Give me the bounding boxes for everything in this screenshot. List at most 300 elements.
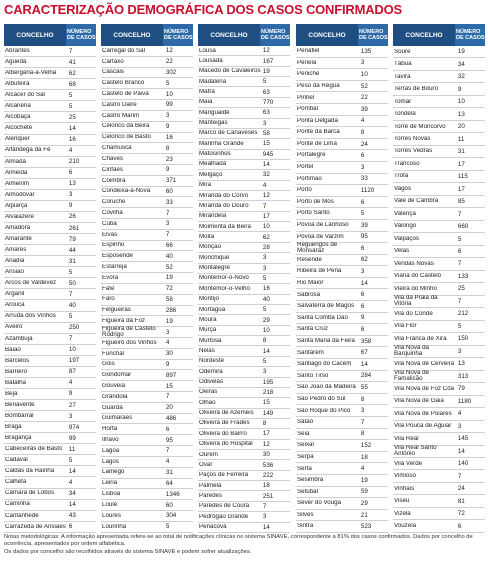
column-header-numero-casos: NÚMERO DE CASOS [260,24,290,46]
case-count: 261 [68,224,80,232]
case-count: 20 [457,123,465,131]
case-count: 19 [457,48,465,56]
municipality-name: Carregal do Sal [102,47,145,54]
case-count: 12 [165,47,173,55]
municipality-name: Trancoso [394,160,420,167]
municipality-name: Murtosa [199,337,222,344]
case-count: 40 [262,295,270,303]
municipality-name: Amares [5,247,27,253]
municipality-name: Santiago do Cacém [297,361,352,368]
municipality-name: Ponte da Barca [297,129,340,136]
table-row [198,150,290,160]
table-row [393,520,485,532]
municipality-name: Moita [199,234,215,240]
municipality-name: Horta [102,426,118,433]
table-row [4,312,96,323]
case-count: 11 [68,445,76,453]
table-row [101,251,193,262]
case-count: 30 [165,350,173,358]
case-count: 25 [457,285,465,293]
table-row [101,446,193,457]
municipality-name: Sesimbra [297,477,324,484]
case-count: 19 [165,274,173,282]
case-count: 6 [360,152,365,160]
table-row [101,424,193,435]
municipality-name: Salvaterra de Magos [297,303,355,310]
table-row [296,440,388,452]
table-row [393,495,485,507]
case-count: 3 [360,59,365,67]
municipality-name: Porto [297,187,312,194]
table-row [101,219,193,230]
case-count: 536 [262,461,274,469]
municipality-name: Sabrosa [297,291,321,298]
case-count: 68 [68,80,76,88]
municipality-name: Penela [297,59,317,66]
case-count: 13 [68,180,76,188]
municipality-name: Cuba [102,220,117,227]
municipality-name: Vila Real [394,435,419,442]
municipality-name: Vila Pouca de Aguiar [394,423,452,430]
municipality-table [393,24,485,533]
municipality-name: Almeirim [5,180,30,187]
case-count: 19 [262,67,270,75]
table-row [101,176,193,187]
municipality-name: Felgueiras [102,307,131,314]
table-row [393,171,485,183]
case-count: 212 [457,310,469,318]
table-row [4,389,96,400]
municipality-name: Figueira de Castelo Rodrigo [102,325,156,339]
table-row [101,306,193,317]
table-row [101,46,193,57]
municipality-name: Pinhel [297,94,315,101]
table-row [393,421,485,433]
municipality-name: Coimbra [102,177,126,184]
case-count: 21 [360,511,368,519]
case-count: 4 [68,147,73,155]
municipality-name: Viana do Castelo [394,273,442,280]
table-row [198,201,290,211]
municipality-name: Cabeceiras de Basto [5,446,63,453]
table-row [393,271,485,283]
case-count: 9 [457,85,462,93]
case-count: 44 [68,246,76,254]
table-row [4,522,96,533]
note-line: Notas metodológicas: A informação apresentada refere-se ao total de notificações clínicas no sistema SINAVE, correspondente a 81% dos casos confirmados. Dados por concelho de ocorrência, apresentados por ordem alfabética. [4,534,473,548]
table-row [198,429,290,439]
municipality-name: Miranda do Douro [199,202,249,209]
municipality-name: Vouzela [394,523,417,529]
table-row [198,191,290,201]
municipality-name: Portimão [297,175,322,182]
case-count: 4 [457,410,462,418]
table-row [101,414,193,425]
case-count: 7 [262,502,267,510]
municipality-name: Lamego [102,469,125,476]
municipality-name: Estarreja [102,264,127,270]
table-row [101,133,193,144]
case-count: 30 [262,451,270,459]
table-row [296,58,388,70]
case-count: 150 [457,335,469,343]
case-count: 39 [360,105,368,113]
municipality-name: Cantanhede [5,512,39,519]
case-count: 3 [360,268,365,276]
case-count: 15 [262,140,270,148]
case-count: 63 [262,109,270,117]
case-count: 3 [457,422,462,430]
case-count: 115 [457,173,468,181]
case-count: 87 [68,368,76,376]
case-count: 62 [360,256,368,264]
municipality-name: Alcobaça [5,114,31,121]
case-count: 9 [165,360,170,368]
table-row [296,313,388,325]
municipality-name: Guimarães [102,415,133,422]
municipality-name: Celorico da Beira [102,123,150,130]
case-count: 40 [165,252,173,260]
column-header-concelho: CONCELHO [405,31,443,39]
case-count: 34 [457,60,465,68]
case-count: 5 [262,275,267,283]
case-count: 3 [262,513,267,521]
case-count: 6 [68,169,73,177]
municipality-table [4,24,96,533]
municipality-name: Loures [102,512,121,519]
case-count: 81 [457,497,465,505]
municipality-name: Vinhais [394,485,415,492]
case-count: 304 [165,512,177,520]
table-row [101,230,193,241]
table-row [296,487,388,499]
case-count: 4 [262,181,267,189]
municipality-name: São João da Madeira [297,384,356,391]
municipality-name: Amarante [5,235,32,242]
table-row [198,181,290,191]
case-count: 5 [68,313,73,321]
municipality-name: Vila Nova de Gaia [394,398,444,405]
table-header [101,24,193,46]
case-count: 60 [165,501,173,509]
case-count: 8 [360,395,365,403]
case-count: 3 [262,264,267,272]
case-count: 41 [68,58,76,66]
municipality-name: Ílhavo [102,437,119,443]
municipality-name: Chamusca [102,145,132,152]
table-row [393,71,485,83]
municipality-name: Oliveira do Bairro [199,430,247,437]
table-row [101,68,193,79]
case-count: 974 [68,423,80,431]
table-row [198,77,290,87]
case-count: 5 [68,268,73,276]
municipality-name: Vila Nova de Poiares [394,410,452,417]
table-row [198,232,290,242]
table-row [101,479,193,490]
table-row [4,477,96,488]
case-count: 6 [165,425,170,433]
table-row [101,111,193,122]
municipality-name: Fafe [102,285,115,292]
municipality-name: Almeida [5,169,28,176]
municipality-name: Loulé [102,501,118,508]
table-row [198,87,290,97]
table-header [393,24,485,46]
municipality-name: Seia [297,430,310,437]
case-count: 66 [165,242,173,250]
table-row [393,221,485,233]
case-count: 32 [262,171,270,179]
case-count: 8 [262,420,267,428]
table-row [296,69,388,81]
municipality-name: Odemira [199,368,223,375]
table-row [198,460,290,470]
municipality-name: Mortágua [199,306,226,313]
table-row [198,450,290,460]
municipality-name: Moura [199,316,217,323]
case-count: 6 [360,291,365,299]
table-row [393,46,485,58]
case-count: 7 [68,290,73,298]
municipality-name: Castro Daire [102,101,137,108]
municipality-name: Monchique [199,254,230,261]
case-count: 62 [68,69,76,77]
case-count: 3 [165,112,170,120]
table-row [4,433,96,444]
table-row [4,223,96,234]
municipality-name: Câmara de Lobos [5,490,55,497]
case-count: 24 [360,140,368,148]
municipality-name: Pombal [297,106,318,113]
municipality-name: Tavira [394,73,411,80]
table-row [101,89,193,100]
case-count: 19 [165,317,173,325]
case-count: 149 [262,409,274,417]
municipality-name: Seixal [297,442,314,449]
municipality-name: Ansião [5,269,24,276]
table-row [198,295,290,305]
municipality-name: Alpiarça [5,202,28,209]
municipality-name: Soure [394,48,411,55]
case-count: 50 [68,279,76,287]
case-count: 5 [262,78,267,86]
case-count: 29 [360,499,368,507]
case-count: 10 [262,326,270,334]
case-count: 95 [165,436,173,444]
table-row [4,101,96,112]
table-row [393,133,485,145]
municipality-name: Peniche [297,71,320,78]
table-row [101,511,193,522]
table-row [4,190,96,201]
table-row [4,168,96,179]
case-count: 15 [165,382,173,390]
table-row [393,346,485,358]
case-count: 5 [165,523,170,531]
municipality-name: Torres Novas [394,135,431,142]
municipality-name: Mafra [199,88,215,95]
municipality-name: Elvas [102,231,118,238]
table-row [101,143,193,154]
case-count: 12 [262,192,270,200]
table-row [4,455,96,466]
municipality-name: Évora [102,274,119,281]
case-count: 34 [68,490,76,498]
municipality-name: Marco de Canaveses [199,130,258,137]
case-count: 99 [68,434,76,442]
municipality-name: Setúbal [297,488,318,495]
table-row [393,196,485,208]
case-count: 5 [262,306,267,314]
column-header-concelho: CONCELHO [308,31,346,39]
table-row [296,162,388,174]
case-count: 9 [68,390,73,398]
municipality-name: Vila Nova de Famalicão [394,370,429,383]
case-count: 13 [457,360,465,368]
case-count: 1120 [360,186,375,194]
table-row [4,345,96,356]
column-header-concelho: CONCELHO [113,31,151,39]
case-count: 14 [68,501,76,509]
municipality-name: Almodôvar [5,191,35,198]
table-row [101,403,193,414]
municipality-name: Lisboa [102,491,121,498]
table-row [296,382,388,394]
municipality-name: Valongo [394,223,417,230]
table-row [101,327,193,338]
table-row [296,371,388,383]
municipality-name: Abrantes [5,47,30,54]
municipality-name: Aveiro [5,324,23,331]
municipality-name: Montalegre [199,265,230,272]
case-count: 59 [360,488,368,496]
case-count: 20 [165,404,173,412]
case-count: 5 [68,456,73,464]
case-count: 218 [262,389,274,397]
table-row [198,160,290,170]
table-row [4,146,96,157]
table-row [296,429,388,441]
case-count: 17 [262,212,270,220]
column-header-concelho: CONCELHO [210,31,248,39]
municipality-name: Melgaço [199,171,223,178]
municipality-name: Mirandela [199,213,227,220]
case-count: 67 [360,349,368,357]
case-count: 55 [360,384,368,392]
case-count: 523 [360,523,372,531]
table-row [4,356,96,367]
municipality-name: Reguengos de Monsaraz [297,242,338,255]
municipality-name: Peso da Régua [297,82,340,89]
case-count: 28 [262,244,270,251]
table-row [198,367,290,377]
case-count: 9 [360,314,365,322]
table-row [4,400,96,411]
municipality-name: Vila da Praia da Vitória [394,295,438,308]
municipality-name: Portel [297,164,314,171]
table-row [393,358,485,370]
municipality-name: Oeiras [199,389,218,396]
case-count: 1180 [457,397,472,405]
municipality-name: Castro Marim [102,112,140,119]
table-row [393,383,485,395]
case-count: 16 [262,285,270,293]
municipality-name: Bombarral [5,412,34,419]
column-header-numero-casos: NÚMERO DE CASOS [163,24,193,46]
case-count: 3 [68,191,73,199]
municipality-name: Pedrógão Grande [199,513,249,520]
case-count: 14 [360,360,368,368]
case-count: 3 [262,254,267,262]
municipality-name: Cinfães [102,166,123,173]
table-row [4,289,96,300]
municipality-name: Serpa [297,453,314,460]
table-row [296,197,388,209]
case-count: 210 [68,158,80,166]
table-row [101,392,193,403]
table-row [101,522,193,533]
case-count: 3 [68,412,73,420]
municipality-name: Alvaiázere [5,213,34,220]
table-row [4,68,96,79]
case-count: 52 [165,263,173,271]
table-row [198,512,290,522]
case-count: 63 [262,88,270,96]
table-row [296,208,388,220]
case-count: 39 [360,221,368,229]
table-row [393,396,485,408]
table-row [198,212,290,222]
municipality-name: Montemor-o-Velho [199,285,250,292]
table-row [198,502,290,512]
municipality-name: Alcanena [5,103,31,110]
municipality-name: Chaves [102,155,123,162]
municipality-name: Covilhã [102,209,123,216]
case-count: 197 [68,357,80,365]
case-count: 16 [165,133,173,141]
table-row [101,187,193,198]
case-count: 33 [360,175,368,183]
case-count: 7 [457,260,462,268]
municipality-name: Arouca [5,302,25,309]
table-row [393,321,485,333]
municipality-name: Santa Comba Dão [297,314,348,321]
case-count: 29 [262,316,270,324]
municipality-name: Funchal [102,350,125,357]
municipality-name: Beja [5,390,18,397]
municipality-name: Penacova [199,524,227,531]
table-row [101,122,193,133]
municipality-name: Matosinhos [199,151,231,158]
municipality-name: Vizela [394,510,411,517]
case-count: 32 [457,73,465,81]
table-row [393,296,485,308]
municipality-name: Montemor-o-Novo [199,275,249,282]
table-row [4,334,96,345]
municipality-name: Arganil [5,291,25,298]
municipality-name: Gouveia [102,382,126,389]
municipality-name: Torre de Moncorvo [394,123,446,130]
municipality-name: Lagos [102,458,119,465]
table-row [296,289,388,301]
municipality-name: Lousã [199,47,216,54]
case-count: 195 [262,378,274,386]
municipality-name: Carrazeda de Ansiães [5,523,66,530]
table-row [4,278,96,289]
municipality-name: Sertã [297,465,312,472]
case-count: 945 [262,150,274,158]
